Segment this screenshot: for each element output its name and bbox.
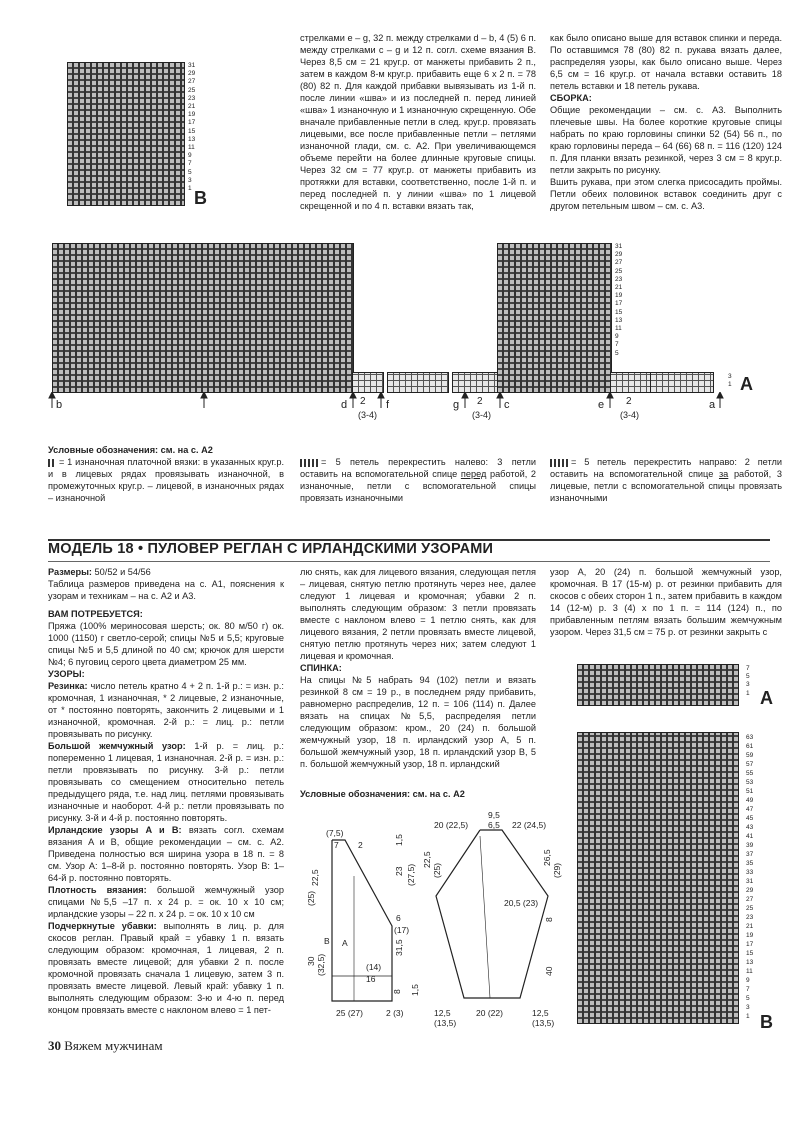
row-number: 45 [746, 815, 754, 822]
row-number: 1 [746, 689, 750, 697]
svg-text:(27,5): (27,5) [406, 863, 416, 886]
row-number: 19 [746, 932, 754, 939]
legend-top-heading: Условные обозначения: см. на с. A2 [48, 445, 213, 455]
row-number: 17 [746, 941, 754, 948]
row-number: 57 [746, 761, 754, 768]
big-chart-low-3 [452, 372, 499, 393]
row-number: 19 [188, 111, 196, 119]
svg-text:8: 8 [392, 989, 402, 994]
row-number: 5 [615, 349, 619, 357]
row-number: 59 [746, 752, 754, 759]
row-number: 23 [615, 275, 623, 283]
row-number: 7 [188, 160, 192, 168]
svg-text:7: 7 [334, 840, 339, 850]
svg-text:6: 6 [396, 913, 401, 923]
svg-text:(14): (14) [366, 962, 382, 972]
schematic-back [300, 826, 430, 1032]
row-number: 7 [746, 665, 750, 672]
big-chart-low-5 [650, 372, 714, 393]
svg-text:20,5 (23): 20,5 (23) [504, 898, 539, 908]
big-chart-right [497, 243, 612, 393]
svg-text:(13,5): (13,5) [434, 1018, 457, 1028]
row-number: 53 [746, 779, 754, 786]
row-number: 1 [188, 185, 192, 193]
left-column: Размеры: 50/52 и 54/56 Таблица размеров приведена на с. A1, пояснения к узорам и техникам – на с. A2 и A3. ВАМ ПОТРЕБУЕТСЯ: Пряжа (100% мериносовая шерсть; ок. 80 м/50 г) ок. 1000 (1150) г светло-серой; спицы №5 и 5,5; круговые спицы №5 и 5,5 длиной по 40 см; крючок для шерсти №4; 6 пуговиц серого цвета диаметром 25 мм. УЗОРЫ: Резинка: число петель кратно 4 + 2 п. 1-й р.: = изн. р.: кромочная, 1 изнаночная, * 2 лицевые, 2 изнаночные, от * постоянно повторять, закончить 2 лицевыми и 1 изнаночной, кромочная. 2-й р.: = лиц. р.: петли провязывать по рисунку. Большой жемчужный узор: 1-й р. = лиц. р.: попеременно 1 лицевая, 1 изнаночная. 2-й р. = изн. р.: петли провязывать по рисунку. 3-й р.: петли провязывать со смещением относительно петель предыдущего ряда, т.е. над лиц. петлями провязывать изнаночные и наоборот. 4-й р.: петли провязывать по рисунку. 3-й и 4-й р. постоянно повторять. Ирландские узоры A и B: вязать согл. схемам вязания A и B, общие рекомендации – см. с. A2. Приведена полностью вся ширина узора в 18 п. = 8 см. Узор A: 1–8-й р. постоянно повторять. Узор B: 1–64-й р. постоянно повторять. Плотность вязания: большой жемчужный узор спицами №5,5 –17 п. x 24 р. = ок. 10 x 10 см; ирландские узоры – 22 п. x 24 р. = ок. 10 x 10 см Подчеркнутые убавки: выполнять в лиц. р. для скосов реглан. Правый край = убавку 1 п. вязать следующим образом: кромочная, 1 лицевая, 2 п. провязать вместе лицевой; для убавки 2 п. после кромочной провязать сначала 1 лицевую, затем 3 п. провязать вместе лицевой. Левый край: убавку 1 п. выполнять следующим образом: 3-ю и 4-ю п. перед концом провязать вместе с наклоном влево = 1 пет- [48, 567, 284, 1015]
row-number: 55 [746, 770, 754, 777]
svg-text:(17): (17) [394, 925, 410, 935]
row-number: 1 [728, 381, 732, 389]
row-number: 15 [746, 950, 754, 957]
marker-e: e [598, 399, 605, 411]
row-number: 17 [188, 119, 196, 127]
svg-text:12,5: 12,5 [532, 1008, 549, 1018]
svg-text:8: 8 [544, 917, 554, 922]
model-title: МОДЕЛЬ 18 • ПУЛОВЕР РЕГЛАН С ИРЛАНДСКИМИ УЗОРАМИ [48, 541, 494, 557]
marker-count-1: 2 [360, 396, 366, 407]
legend-top-col2: = 5 петель перекрестить налево: 3 петли оставить на вспомогательной спице перед работой, 2 изнаночные, петли с вспомогательной спицы провязать изнаночными [300, 457, 536, 503]
legend-top-col1: Условные обозначения: см. на с. A2 = 1 изнаночная платочной вязки: в указанных круг.р. и в лицевых рядах провязывать изнаночной, в промежуточных круг.р. – лицевой, в изнаночных рядах – изнаночной [48, 445, 284, 503]
row-number: 35 [746, 860, 754, 867]
svg-text:(29): (29) [552, 862, 562, 878]
chart-a-small-rows [746, 665, 750, 698]
magazine-name: Вяжем мужчинам [64, 1038, 163, 1053]
row-number: 3 [746, 1004, 750, 1011]
marker-f: f [386, 399, 390, 411]
row-number: 51 [746, 788, 754, 795]
marker-span-3: (3-4) [620, 410, 640, 420]
row-number: 7 [746, 986, 750, 993]
row-number: 5 [746, 995, 750, 1002]
row-number: 11 [188, 144, 195, 152]
row-number: 27 [615, 259, 623, 267]
row-number: 31 [615, 243, 623, 250]
row-number: 9 [615, 333, 619, 341]
row-number: 9 [746, 977, 750, 984]
chart-a-small-letter: A [760, 688, 773, 708]
svg-text:(25): (25) [306, 890, 316, 906]
row-number: 25 [615, 267, 623, 275]
row-number: 63 [746, 734, 754, 741]
page-footer [48, 1038, 163, 1054]
svg-text:(32,5): (32,5) [316, 953, 326, 976]
row-number: 13 [188, 135, 196, 143]
row-number: 61 [746, 743, 754, 750]
svg-text:A: A [342, 938, 348, 948]
left-cross-symbol [300, 459, 318, 467]
row-number: 17 [615, 300, 623, 308]
row-number: 47 [746, 806, 754, 813]
right-column: узор A, 20 (24) п. большой жемчужный узор, кромочная. В 17 (15-м) р. от резинки прибавить для скосов с обеих сторон 1 п., затем прибавить в каждом 14 (12-м) р. 3 (4) x по 1 п. = 114 (124) п., по прибавленным петлям вязать большим жемчужным узором. Через 31,5 см = 75 р. от резинки закрыть с [550, 567, 782, 637]
marker-b: b [56, 399, 63, 411]
svg-text:(25): (25) [432, 862, 442, 878]
row-number: 21 [746, 923, 754, 930]
row-number: 11 [746, 968, 753, 975]
marker-span-2: (3-4) [472, 410, 492, 420]
chart-markers [40, 392, 760, 442]
marker-g: g [453, 399, 460, 411]
row-number: 23 [188, 94, 196, 102]
assembly-heading: СБОРКА: [550, 93, 592, 103]
svg-text:1,5: 1,5 [410, 984, 420, 996]
svg-text:20 (22,5): 20 (22,5) [434, 820, 469, 830]
row-number: 27 [746, 896, 754, 903]
svg-text:B: B [324, 936, 330, 946]
row-number: 25 [188, 86, 196, 94]
svg-text:26,5: 26,5 [542, 849, 552, 866]
svg-text:9,5: 9,5 [488, 810, 500, 820]
row-number: 49 [746, 797, 754, 804]
right-cross-symbol [550, 459, 568, 467]
marker-span-1: (3-4) [358, 410, 378, 420]
marker-count-2: 2 [477, 396, 483, 407]
row-number: 43 [746, 824, 754, 831]
row-number: 15 [615, 308, 623, 316]
big-chart-low-1 [352, 372, 384, 393]
svg-text:23: 23 [394, 866, 404, 876]
small-chart-letter: B [194, 188, 207, 208]
row-number: 21 [188, 103, 196, 111]
svg-text:20 (22): 20 (22) [476, 1008, 503, 1018]
row-number: 31 [188, 62, 196, 69]
svg-text:30: 30 [306, 956, 316, 966]
row-number: 31 [746, 878, 754, 885]
row-number: 3 [746, 681, 750, 689]
chart-a-small [577, 664, 739, 706]
svg-text:12,5: 12,5 [434, 1008, 451, 1018]
legend-top-col3: = 5 петель перекрестить направо: 2 петли оставить на вспомогательной спице за работой, 3 лицевые, петли с вспомогательной спицы провязать изнаночными [550, 457, 782, 503]
row-number: 3 [728, 373, 732, 380]
legend-purl-symbol [48, 459, 56, 467]
row-number: 29 [746, 887, 754, 894]
row-number: 33 [746, 869, 754, 876]
big-chart-row-numbers [615, 243, 622, 358]
marker-count-3: 2 [626, 396, 632, 407]
row-number: 39 [746, 842, 754, 849]
big-chart-low-2 [387, 372, 449, 393]
chart-b-tall-letter: B [760, 1012, 773, 1032]
svg-text:2 (3): 2 (3) [386, 1008, 404, 1018]
svg-text:31,5: 31,5 [394, 939, 404, 956]
svg-text:22 (24,5): 22 (24,5) [512, 820, 547, 830]
big-chart-low-4 [610, 372, 652, 393]
row-number: 1 [746, 1013, 750, 1020]
row-number: 21 [615, 284, 623, 292]
row-number: 5 [746, 673, 750, 681]
big-chart-letter: A [740, 374, 753, 394]
svg-text:16: 16 [366, 974, 376, 984]
row-number: 27 [188, 78, 196, 86]
small-chart-row-numbers [188, 62, 195, 193]
row-number: 15 [188, 127, 196, 135]
marker-c: c [504, 399, 510, 411]
row-number: 29 [615, 251, 623, 259]
top-text-col3: как было описано выше для вставок спинки и переда. По оставшимся 78 (80) 82 п. рукава вязать далее, распределяя узоры, как было описано выше. Через 6,5 см = 16 круг.р. от начала вставки оставить 18 петель вставки и 18 петель рукава. СБОРКА: Общие рекомендации – см. с. A3. Выполнить плечевые швы. На более короткие круговые спицы набрать по краю горловины спинки 52 (54) 56 п., по краю горловины переда – 64 (66) 68 п. = 116 (120) 124 п. Для планки вязать резинкой, через 3 см = 8 круг.р. петли закрыть по рисунку. Вшить рукава, при этом слегка присосадить проймы. Петли обеих половинок вставок соединить друг с другом петельным швом – см. с. A3. [550, 33, 782, 211]
svg-text:40: 40 [544, 966, 554, 976]
svg-text:1,5: 1,5 [394, 834, 404, 846]
chart-b-tall-rows [746, 733, 753, 1021]
row-number: 41 [746, 833, 754, 840]
svg-text:2: 2 [358, 840, 363, 850]
top-text-col2: стрелками e – g, 32 п. между стрелками d – b, 4 (5) 6 п. между стрелками c – g и 12 п. согл. схеме вязания B. Через 8,5 см = 21 круг.р. от манжеты прибавить 2 п., затем в каждом 8-м круг.р. прибавить еще 6 x 2 п. = 78 (80) 82 п. Для каждой прибавки вывязывать из 1-й п. после линии «шва» и из последней п. перед линией «шва» 1 изнаночную и 1 изнаночную скрещенную. Обе вначале прибавленные петли в след. круг.р. провязать лицевыми, все после прибавленные петли – петлями изнаночной глади, см. с. A2. При увеличивающемся объеме перейти на более длинные круговые спицы. Через 32 см = 77 круг.р. от манжеты прибавить из протяжки для вставки, соответственно, после 1-й п. и перед последней п. у линии «шва» по 1 лицевой скрещенной и по 4 п. вставки вязать так, [300, 33, 536, 211]
svg-text:22,5: 22,5 [310, 869, 320, 886]
small-chart-b [67, 62, 185, 206]
middle-column: лю снять, как для лицевого вязания, следующая петля – лицевая, снятую петлю протянуть через нее, далее следуют 1 лицевая и кромочная; убавки 2 п. выполнять следующим образом: 3 петли провязать вместе с наклоном влево = 1 петлю снять, как для лицевого вязания, 2 петли провязать вместе лицевой, снятую петлю протянуть через них; затем следуют 1 лицевая и кромочная. СПИНКА: На спицы №5 набрать 94 (102) петли и вязать резинкой 8 см = 19 р., в последнем ряду прибавить, равномерно распределив, 12 п. = 106 (114) п. Далее вязать на спицах №5,5, распределяя петли следующим образом: кром., 20 (24) п. большой жемчужный узор, 18 п. ирландский узор A, 5 п. большой жемчужный узор, 18 п. ирландский узор B, 5 п. большой жемчужный узор, 18 п. ирландский Условные обозначения: см. на с. A2 [300, 567, 536, 799]
svg-text:(13,5): (13,5) [532, 1018, 555, 1028]
row-number: 9 [188, 152, 192, 160]
row-number: 3 [188, 176, 192, 184]
row-number: 23 [746, 914, 754, 921]
row-number: 13 [615, 316, 623, 324]
page-number: 30 [48, 1038, 61, 1053]
big-chart-left [52, 243, 354, 393]
row-number: 7 [615, 341, 619, 349]
row-number: 19 [615, 292, 623, 300]
marker-d: d [341, 399, 348, 411]
marker-a: a [709, 399, 716, 411]
row-number: 29 [188, 70, 196, 78]
row-number: 37 [746, 851, 754, 858]
legend-2-heading: Условные обозначения: см. на с. A2 [300, 789, 465, 799]
big-chart-small-rows [728, 373, 732, 389]
row-number: 5 [188, 168, 192, 176]
row-number: 25 [746, 905, 754, 912]
chart-b-tall [577, 732, 739, 1024]
svg-text:6,5: 6,5 [488, 820, 500, 830]
svg-text:22,5: 22,5 [422, 851, 432, 868]
svg-text:(7,5): (7,5) [326, 828, 344, 838]
svg-text:25 (27): 25 (27) [336, 1008, 363, 1018]
row-number: 13 [746, 959, 754, 966]
schematic-sleeve [420, 808, 570, 1030]
row-number: 11 [615, 325, 622, 333]
